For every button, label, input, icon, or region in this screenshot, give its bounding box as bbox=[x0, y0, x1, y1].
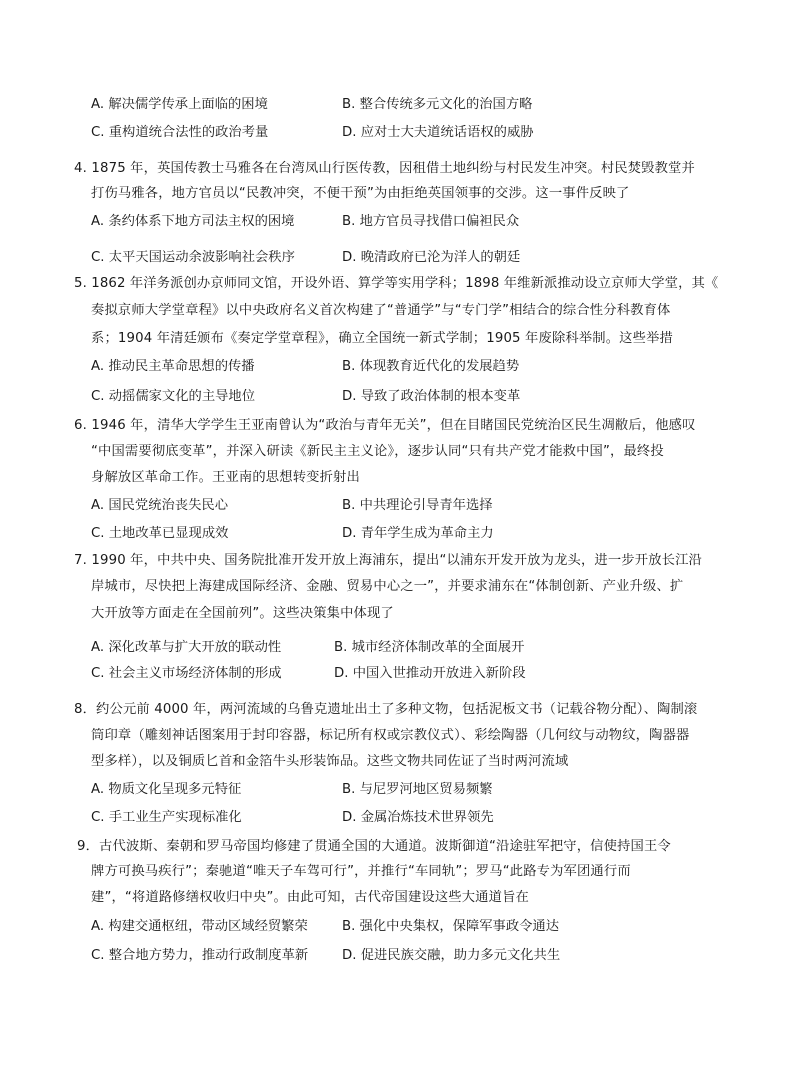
q8-stem-line: 8．约公元前 4000 年，两河流域的乌鲁克遗址出土了多种文物，包括泥板文书（记载谷物分配）、陶制滚 bbox=[74, 702, 698, 717]
q5-stem-line: 系；1904 年清廷颁布《奏定学堂章程》，确立全国统一新式学制；1905 年废除科举制。这些举措 bbox=[91, 331, 673, 346]
q5-option-d: D. 导致了政治体制的根本变革 bbox=[342, 389, 521, 404]
q7-option-a: A. 深化改革与扩大开放的联动性 bbox=[91, 640, 282, 655]
q7-option-c: C. 社会主义市场经济体制的形成 bbox=[91, 666, 282, 681]
q5-option-c: C. 动摇儒家文化的主导地位 bbox=[91, 389, 256, 404]
q3-option-c: C. 重构道统合法性的政治考量 bbox=[91, 125, 269, 140]
q3-option-a: A. 解决儒学传承上面临的困境 bbox=[91, 97, 268, 112]
q8-option-b: B. 与尼罗河地区贸易频繁 bbox=[342, 782, 493, 797]
q6-option-d: D. 青年学生成为革命主力 bbox=[342, 526, 494, 541]
q7-stem-line: 岸城市，尽快把上海建成国际经济、金融、贸易中心之一”，并要求浦东在“体制创新、产业升级、扩 bbox=[91, 579, 684, 594]
q9-option-a: A. 构建交通枢纽，带动区域经贸繁荣 bbox=[91, 919, 308, 934]
q8-stem-line: 筒印章（雕刻神话图案用于封印容器，标记所有权或宗教仪式）、彩绘陶器（几何纹与动物纹，陶器器 bbox=[91, 728, 690, 743]
q6-stem-line: 6. 1946 年，清华大学学生王亚南曾认为“政治与青年无关”，但在目睹国民党统治区民生凋敝后，他感叹 bbox=[74, 418, 696, 433]
q4-option-c: C. 太平天国运动余波影响社会秩序 bbox=[91, 250, 295, 265]
q9-option-b: B. 强化中央集权，保障军事政令通达 bbox=[342, 919, 560, 934]
q7-option-d: D. 中国入世推动开放进入新阶段 bbox=[334, 666, 526, 681]
q9-stem-line: 建”，“将道路修缮权收归中央”。由此可知，古代帝国建设这些大通道旨在 bbox=[91, 890, 529, 905]
q8-stem-line: 型多样），以及铜质匕首和金箔牛头形装饰品。这些文物共同佐证了当时两河流域 bbox=[91, 754, 569, 769]
q9-stem-line: 9．古代波斯、秦朝和罗马帝国均修建了贯通全国的大通道。波斯御道“沿途驻军把守，信使持国王令 bbox=[77, 839, 671, 854]
q6-option-c: C. 土地改革已显现成效 bbox=[91, 526, 229, 541]
q8-option-a: A. 物质文化呈现多元特征 bbox=[91, 782, 242, 797]
q5-option-a: A. 推动民主革命思想的传播 bbox=[91, 359, 255, 374]
q5-option-b: B. 体现教育近代化的发展趋势 bbox=[342, 359, 520, 374]
q7-option-b: B. 城市经济体制改革的全面展开 bbox=[334, 640, 525, 655]
q4-option-d: D. 晚清政府已沦为洋人的朝廷 bbox=[342, 250, 521, 265]
q8-option-d: D. 金属冶炼技术世界领先 bbox=[342, 810, 494, 825]
q4-stem-line: 4. 1875 年，英国传教士马雅各在台湾凤山行医传教，因租借土地纠纷与村民发生冲突。村民焚毁教堂并 bbox=[74, 161, 695, 176]
q6-option-b: B. 中共理论引导青年选择 bbox=[342, 498, 493, 513]
q9-option-c: C. 整合地方势力，推动行政制度革新 bbox=[91, 948, 309, 963]
q4-stem-line: 打伤马雅各，地方官员以“民教冲突，不便干预”为由拒绝英国领事的交涉。这一事件反映了 bbox=[91, 186, 630, 201]
q4-option-b: B. 地方官员寻找借口偏袒民众 bbox=[342, 214, 520, 229]
q6-option-a: A. 国民党统治丧失民心 bbox=[91, 498, 228, 513]
q9-option-d: D. 促进民族交融，助力多元文化共生 bbox=[342, 948, 561, 963]
q3-option-d: D. 应对士大夫道统话语权的威胁 bbox=[342, 125, 534, 140]
q6-stem-line: “中国需要彻底变革”，并深入研读《新民主主义论》，逐步认同“只有共产党才能救中国”，最终投 bbox=[91, 444, 664, 459]
q5-stem-line: 奏拟京师大学堂章程》以中央政府名义首次构建了“普通学”与“专门学”相结合的综合性分科教育体 bbox=[91, 303, 671, 318]
q8-option-c: C. 手工业生产实现标准化 bbox=[91, 810, 242, 825]
q7-stem-line: 7. 1990 年，中共中央、国务院批准开发开放上海浦东，提出“以浦东开发开放为龙头，进一步开放长江沿 bbox=[74, 553, 702, 568]
q5-stem-line: 5. 1862 年洋务派创办京师同文馆，开设外语、算学等实用学科；1898 年维新派推动设立京师大学堂，其《 bbox=[74, 276, 719, 291]
q7-stem-line: 大开放等方面走在全国前列”。这些决策集中体现了 bbox=[91, 606, 394, 621]
q4-option-a: A. 条约体系下地方司法主权的困境 bbox=[91, 214, 295, 229]
q3-option-b: B. 整合传统多元文化的治国方略 bbox=[342, 97, 533, 112]
q9-stem-line: 牌方可换马疾行”；秦驰道“唯天子车驾可行”，并推行“车同轨”；罗马“此路专为军团通行而 bbox=[91, 864, 631, 879]
q6-stem-line: 身解放区革命工作。王亚南的思想转变折射出 bbox=[91, 470, 360, 485]
